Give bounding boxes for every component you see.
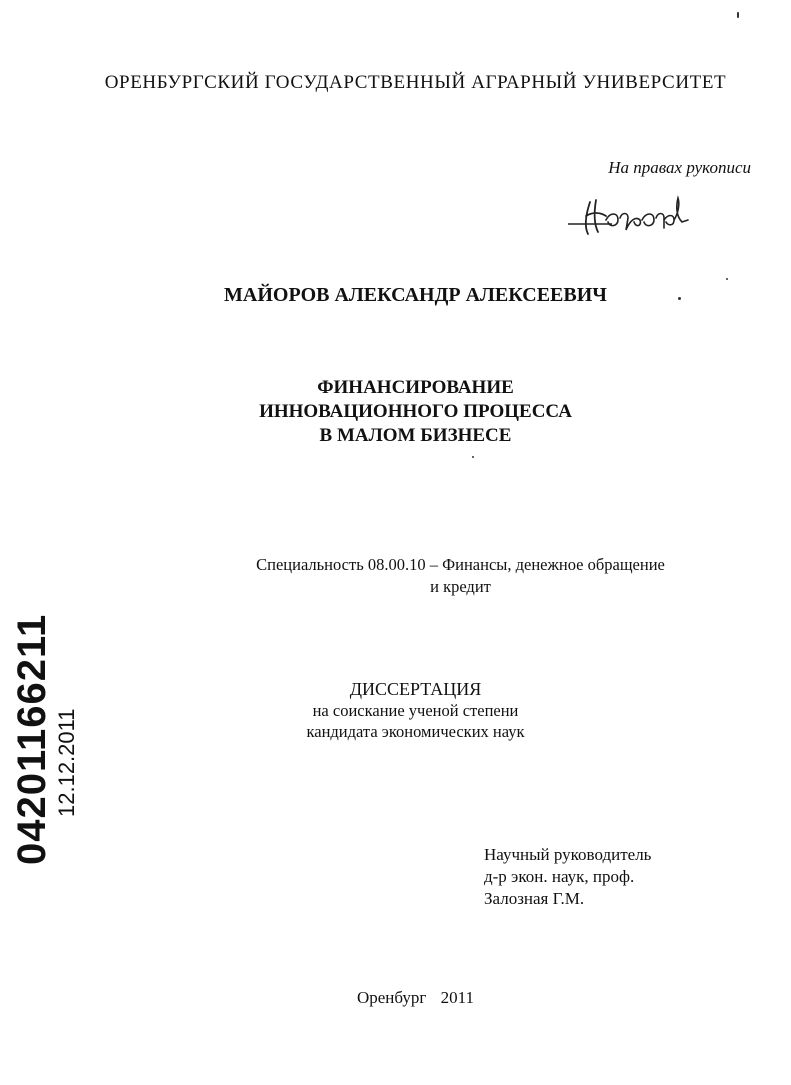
stamp-number: 04201166211 [10,613,54,865]
library-stamp [10,613,82,865]
supervisor-role: Научный руководитель [484,845,652,864]
scan-speck [726,278,728,280]
author-name: МАЙОРОВ АЛЕКСАНДР АЛЕКСЕЕВИЧ [224,284,607,306]
title-line-1: ФИНАНСИРОВАНИЕ [317,377,514,398]
supervisor-block [484,844,651,910]
university-name: ОРЕНБУРГСКИЙ ГОСУДАРСТВЕННЫЙ АГРАРНЫЙ УНИВЕРСИТЕТ [104,72,727,93]
title-line-3: В МАЛОМ БИЗНЕСЕ [319,425,512,446]
specialty-line-2: и кредит [430,577,491,596]
specialty-block [0,554,791,598]
scan-speck [737,12,739,18]
author-signature [560,190,690,242]
dissertation-line-2: кандидата экономических наук [306,722,525,741]
rights-note: На правах рукописи [608,158,751,177]
scan-speck [678,297,681,300]
supervisor-name: Залозная Г.М. [484,889,585,908]
city-year: Оренбург 2011 [356,988,474,1007]
dissertation-heading: ДИССЕРТАЦИЯ [349,679,482,699]
supervisor-degree: д-р экон. наук, проф. [484,867,635,886]
scan-speck [472,456,474,458]
dissertation-line-1: на соискание ученой степени [312,701,519,720]
title-line-2: ИННОВАЦИОННОГО ПРОЦЕССА [259,401,572,422]
dissertation-block [0,678,791,742]
specialty-line-1: Специальность 08.00.10 – Финансы, денежное обращение [256,555,665,574]
dissertation-title [0,376,791,448]
stamp-date: 12.12.2011 [54,708,79,817]
